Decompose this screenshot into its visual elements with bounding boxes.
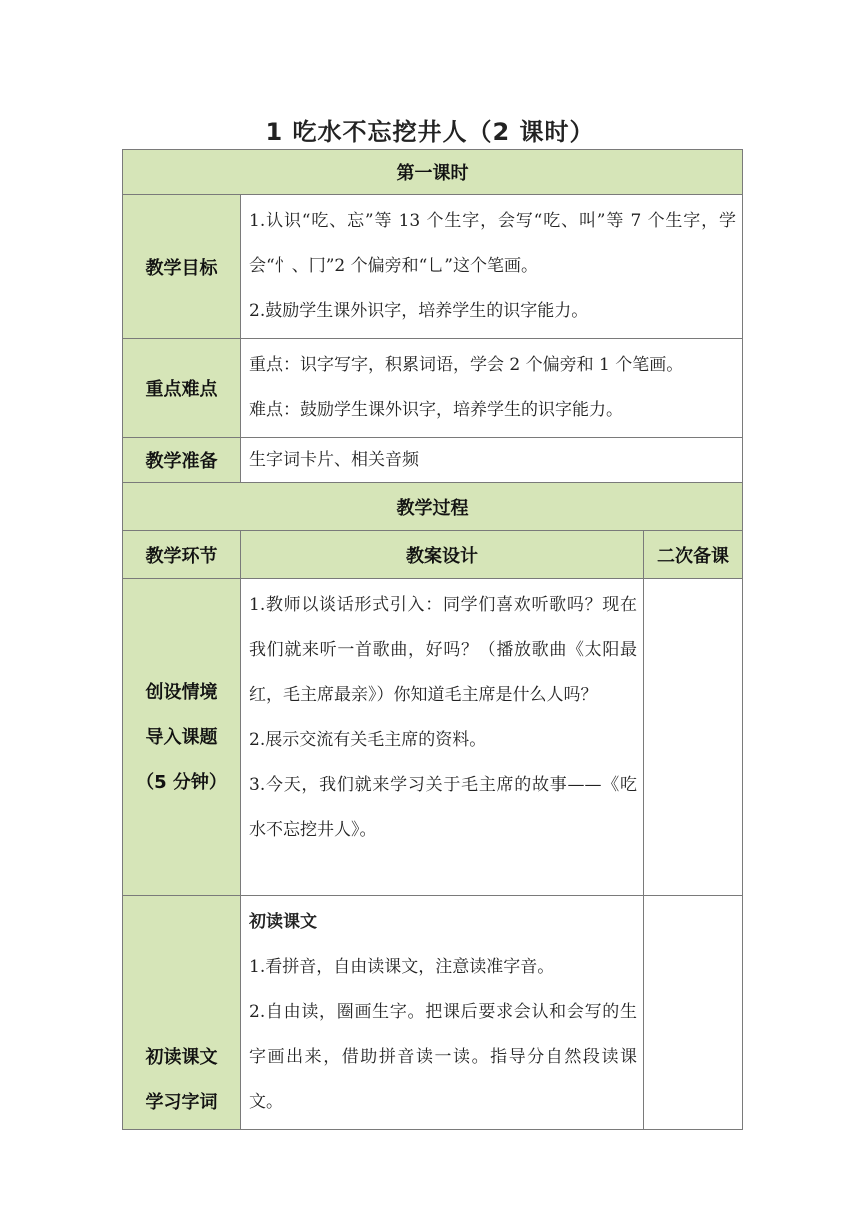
process-header: 教学过程 xyxy=(123,483,743,531)
page-title: 1 吃水不忘挖井人（2 课时） xyxy=(265,118,595,146)
stage-design xyxy=(241,579,644,896)
design-item: 2.展示交流有关毛主席的资料。 xyxy=(249,730,487,750)
stage-label-line: 创设情境 xyxy=(145,681,218,703)
stage-design xyxy=(241,896,644,1130)
column-header-stage: 教学环节 xyxy=(123,531,241,579)
preparation-label: 教学准备 xyxy=(123,438,241,483)
key-point-item: 重点：识字写字，积累词语，学会 2 个偏旁和 1 个笔画。 xyxy=(249,355,684,375)
objective-item: 1.认识“吃、忘”等 13 个生字，会写“吃、叫”等 7 个生字，学会“忄、冂”2 个偏旁和“乚”这个笔画。 xyxy=(249,211,737,276)
objectives-label: 教学目标 xyxy=(123,195,241,339)
column-header-design: 教案设计 xyxy=(241,531,644,579)
process-header-row xyxy=(123,483,743,531)
lesson-plan-table xyxy=(122,149,743,1130)
key-point-item: 难点：鼓励学生课外识字，培养学生的识字能力。 xyxy=(249,400,623,420)
stage-label xyxy=(123,896,241,1130)
key-points-label: 重点难点 xyxy=(123,339,241,438)
preparation-row xyxy=(123,438,743,483)
first-lesson-header: 第一课时 xyxy=(123,150,743,195)
stage-label xyxy=(123,579,241,896)
objectives-content xyxy=(241,195,743,339)
design-subtitle: 初读课文 xyxy=(249,912,317,932)
stage-row-intro xyxy=(123,579,743,896)
design-item: 1.教师以谈话形式引入：同学们喜欢听歌吗？现在我们就来听一首歌曲，好吗？（播放歌曲《太阳最红，毛主席最亲》）你知道毛主席是什么人吗？ xyxy=(249,595,637,705)
column-header-revision: 二次备课 xyxy=(644,531,743,579)
first-lesson-row xyxy=(123,150,743,195)
key-points-content xyxy=(241,339,743,438)
stage-label-line: （5 分钟） xyxy=(136,771,227,793)
key-points-row xyxy=(123,339,743,438)
objectives-row xyxy=(123,195,743,339)
stage-revision-cell xyxy=(644,579,743,896)
design-item: 2.自由读，圈画生字。把课后要求会认和会写的生字画出来，借助拼音读一读。指导分自然段读课文。 xyxy=(249,1002,637,1112)
design-item: 1.看拼音，自由读课文，注意读准字音。 xyxy=(249,957,555,977)
stage-label-line: 学习字词 xyxy=(145,1092,218,1113)
stage-row-reading xyxy=(123,896,743,1130)
preparation-content: 生字词卡片、相关音频 xyxy=(241,438,743,483)
stage-label-line: 初读课文 xyxy=(145,1047,218,1068)
design-item: 3.今天，我们就来学习关于毛主席的故事——《吃水不忘挖井人》。 xyxy=(249,775,637,840)
stage-label-line: 导入课题 xyxy=(145,726,218,748)
column-header-row xyxy=(123,531,743,579)
objective-item: 2.鼓励学生课外识字，培养学生的识字能力。 xyxy=(249,301,589,321)
stage-revision-cell xyxy=(644,896,743,1130)
